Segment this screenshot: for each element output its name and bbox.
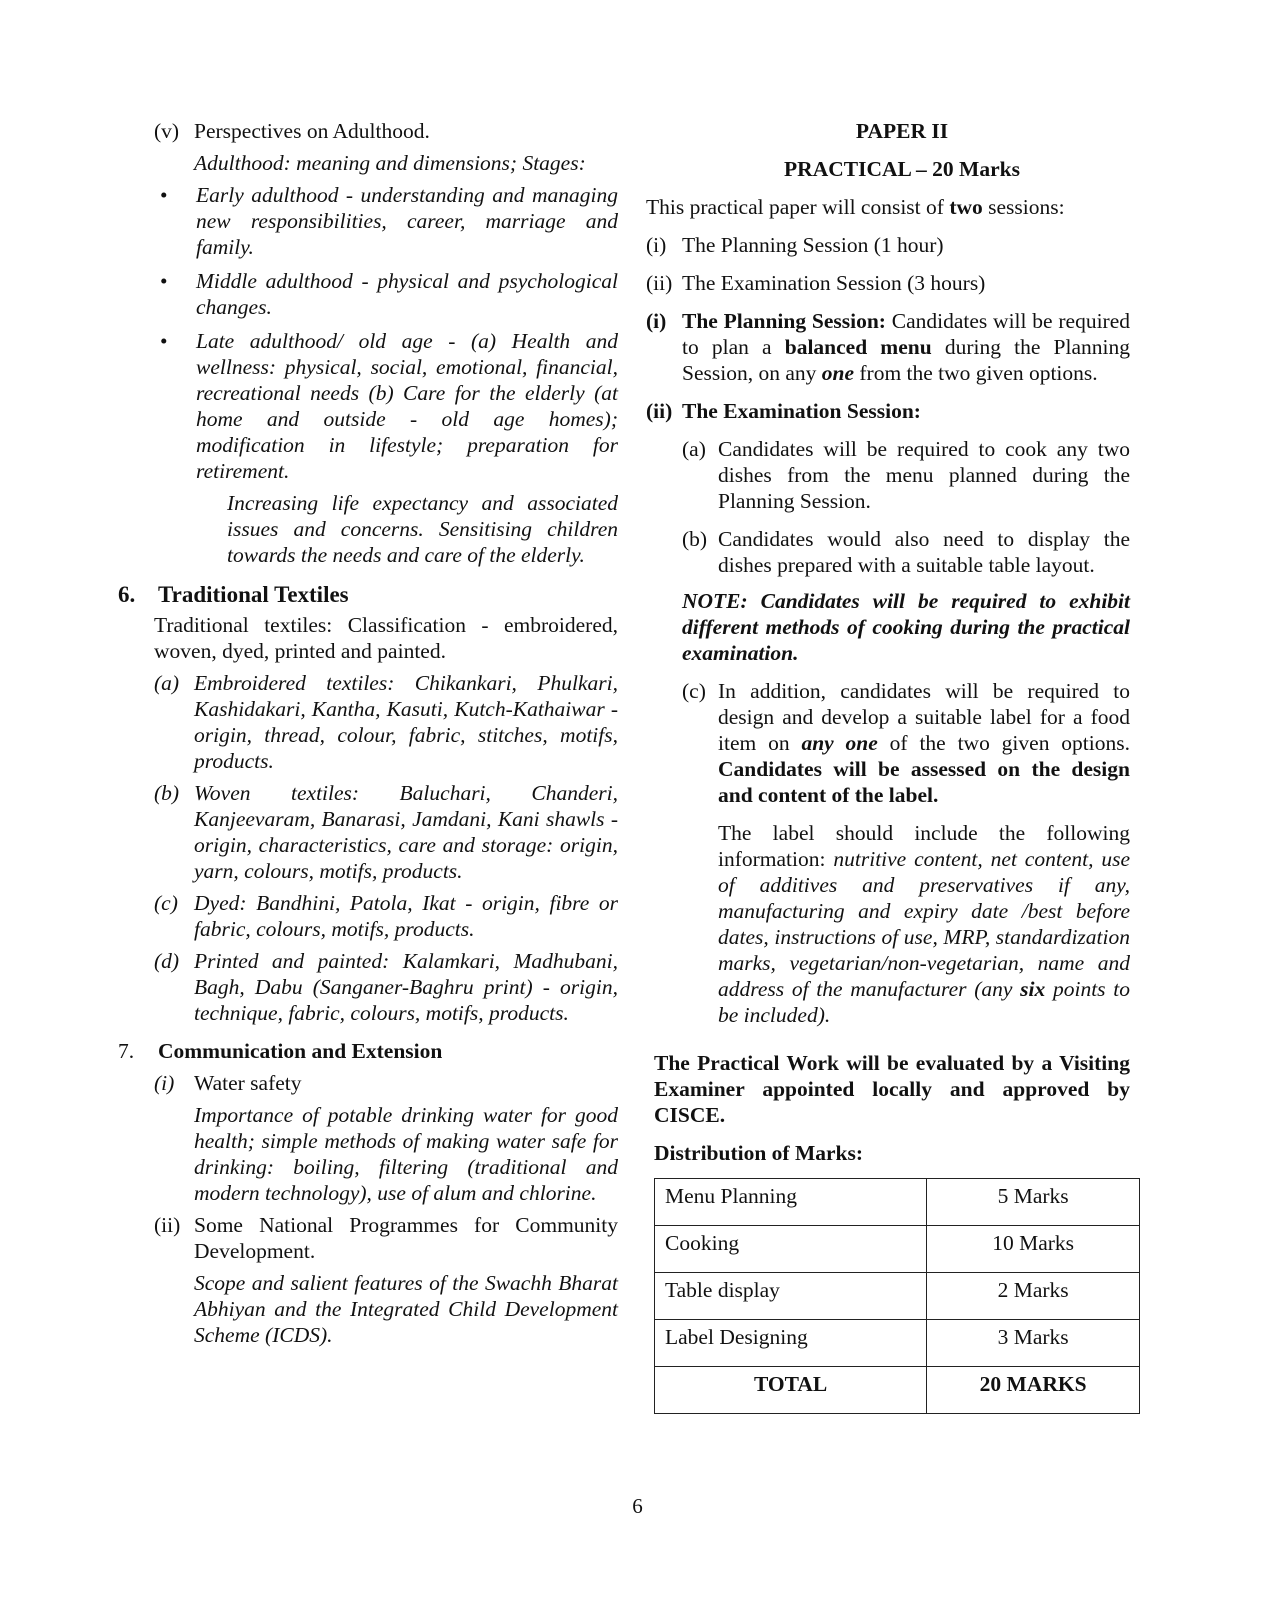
textile-item: (d) Printed and painted: Kalamkari, Madhubani, Bagh, Dabu (Sanganer-Baghru print) - origin, technique, fabric, colours, motifs, products. xyxy=(154,949,618,1025)
total-row xyxy=(655,1367,1140,1414)
table-row: Table display 2 Marks xyxy=(655,1273,1140,1320)
section-6-number: 6. xyxy=(118,582,136,607)
bullet-item: Late adulthood/ old age - (a) Health and wellness: physical, social, emotional, financial, recreational needs (b) Care for the elderly (at home and outside - old age homes); modification in lifestyle; preparation for retirement. xyxy=(196,329,618,483)
national-programmes: (ii) Some National Programmes for Community Development. xyxy=(154,1213,618,1263)
subsection-v-extra: Increasing life expectancy and associated issues and concerns. Sensitising children towards the needs and care of the elderly. xyxy=(227,491,618,567)
subsection-v-label: (v) xyxy=(154,119,180,143)
water-safety: (i) Water safety xyxy=(154,1071,302,1095)
section-7-number: 7. xyxy=(118,1039,135,1063)
table-row: Label Designing 3 Marks xyxy=(655,1320,1140,1367)
subsection-v xyxy=(154,118,618,144)
section-6 xyxy=(118,582,618,608)
paper-heading: PAPER II xyxy=(855,119,949,143)
distribution-heading: Distribution of Marks: xyxy=(654,1141,864,1165)
session-item: (i) The Planning Session (1 hour) xyxy=(646,233,944,257)
exam-item-c: (c) In addition, candidates will be required to design and develop a suitable label for a food item on any one of the two given options. Candidates will be assessed on the design and content of the label. xyxy=(682,679,1130,807)
left-column xyxy=(118,118,618,1348)
table-row: Menu Planning 5 Marks xyxy=(655,1179,1140,1226)
subsection-v-desc: Adulthood: meaning and dimensions; Stages: xyxy=(194,151,586,175)
total-label: TOTAL xyxy=(655,1367,927,1414)
subsection-v-title: Perspectives on Adulthood. xyxy=(194,119,430,143)
page-number: 6 xyxy=(632,1494,643,1518)
label-requirements: The label should include the following information: nutritive content, net content, use of additives and preservatives if any, manufacturing and expiry date /best before dates, instructions of use, MRP, standardization marks, vegetarian/non-vegetarian, name and address of the manufacturer (any six points to be included). xyxy=(718,821,1130,1027)
textile-item: (b) Woven textiles: Baluchari, Chanderi, Kanjeevaram, Banarasi, Jamdani, Kani shawls - origin, characteristics, care and storage: origin, yarn, colours, motifs, products. xyxy=(154,781,618,883)
bullet-item: Early adulthood - understanding and managing new responsibilities, career, marriage and family. xyxy=(196,183,618,259)
bullet-item: Middle adulthood - physical and psychological changes. xyxy=(196,269,618,319)
water-safety-desc: Importance of potable drinking water for good health; simple methods of making water safe for drinking: boiling, filtering (traditional and modern technology), use of alum and chlorine. xyxy=(194,1103,618,1205)
section-7-title: Communication and Extension xyxy=(158,1039,443,1063)
section-6-title: Traditional Textiles xyxy=(158,582,349,607)
practical-heading: PRACTICAL – 20 Marks xyxy=(784,157,1020,181)
evaluation-statement: The Practical Work will be evaluated by a Visiting Examiner appointed locally and approved by CISCE. xyxy=(654,1051,1130,1127)
textile-item: (a) Embroidered textiles: Chikankari, Phulkari, Kashidakari, Kantha, Kasuti, Kutch-Kathaiwar - origin, thread, colour, fabric, stitches, motifs, products. xyxy=(154,671,618,773)
section-7 xyxy=(118,1038,618,1064)
marks-table xyxy=(654,1178,1140,1414)
right-column xyxy=(646,118,1130,1414)
exam-item-b: (b) Candidates would also need to display the dishes prepared with a suitable table layout. xyxy=(682,527,1130,577)
table-row: Cooking 10 Marks xyxy=(655,1226,1140,1273)
exam-item-a: (a) Candidates will be required to cook any two dishes from the menu planned during the Planning Session. xyxy=(682,437,1130,513)
practical-intro: This practical paper will consist of two sessions: xyxy=(646,195,1065,219)
planning-session: (i) The Planning Session: Candidates will be required to plan a balanced menu during the Planning Session, on any one from the two given options. xyxy=(646,309,1130,385)
section-6-intro: Traditional textiles: Classification - embroidered, woven, dyed, printed and painted. xyxy=(154,613,618,663)
examination-session: (ii) The Examination Session: xyxy=(646,399,921,423)
session-item: (ii) The Examination Session (3 hours) xyxy=(646,271,986,295)
exam-note: NOTE: Candidates will be required to exhibit different methods of cooking during the practical examination. xyxy=(682,589,1130,665)
national-programmes-desc: Scope and salient features of the Swachh Bharat Abhiyan and the Integrated Child Development Scheme (ICDS). xyxy=(194,1271,618,1347)
textile-item: (c) Dyed: Bandhini, Patola, Ikat - origin, fibre or fabric, colours, motifs, products. xyxy=(154,891,618,941)
total-marks: 20 MARKS xyxy=(927,1367,1140,1414)
